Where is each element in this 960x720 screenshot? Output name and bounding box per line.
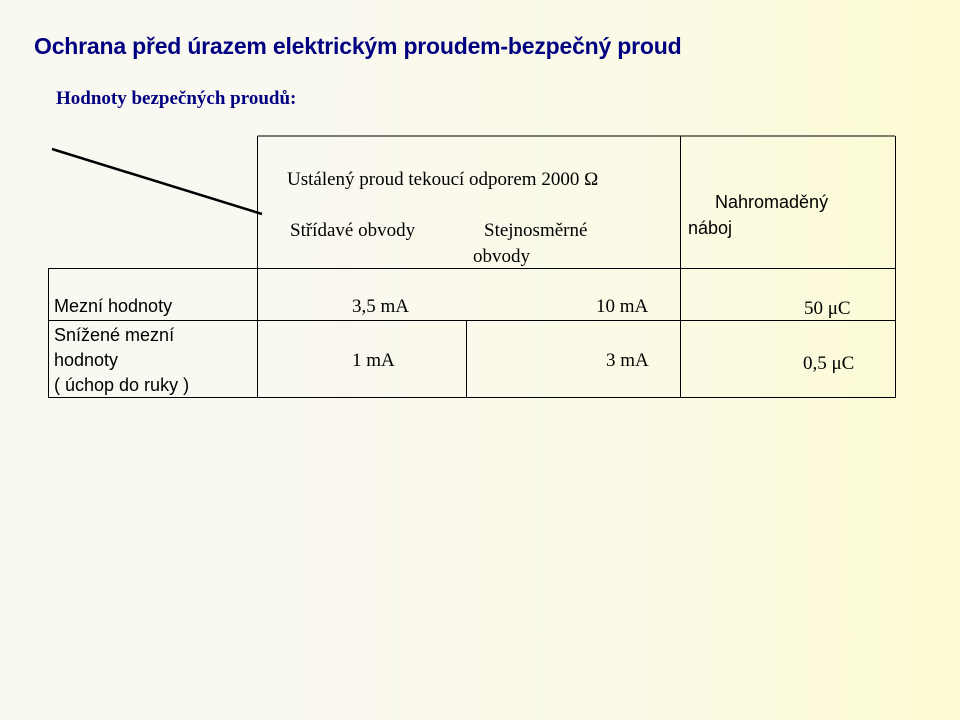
row-reduced-charge-value: 0,5 μC — [803, 353, 855, 374]
row-limit-dc-value: 10 mA — [596, 296, 649, 317]
row-label-limit: Mezní hodnoty — [54, 296, 173, 316]
row-limit-charge-value: 50 μC — [804, 298, 851, 319]
diagonal-header-line — [52, 149, 262, 214]
header-dc-line1: Stejnosměrné — [484, 220, 588, 241]
row-label-reduced-line2: hodnoty — [54, 350, 119, 370]
row-reduced-ac-value: 1 mA — [352, 350, 395, 371]
row-reduced-dc-value: 3 mA — [606, 350, 649, 371]
header-ac-column: Střídavé obvody — [290, 220, 416, 241]
header-charge-line2: náboj — [688, 218, 733, 238]
row-label-reduced-line1: Snížené mezní — [54, 325, 175, 345]
table-caption: Hodnoty bezpečných proudů: — [56, 88, 297, 109]
header-main: Ustálený proud tekoucí odporem 2000 Ω — [287, 169, 599, 190]
slide-title: Ochrana před úrazem elektrickým proudem-bezpečný proud — [34, 33, 682, 59]
row-limit-ac-value: 3,5 mA — [352, 296, 409, 317]
row-label-reduced-line3: ( úchop do ruky ) — [54, 375, 190, 395]
header-charge-line1: Nahromaděný — [715, 192, 829, 212]
header-dc-line2: obvody — [473, 246, 530, 267]
